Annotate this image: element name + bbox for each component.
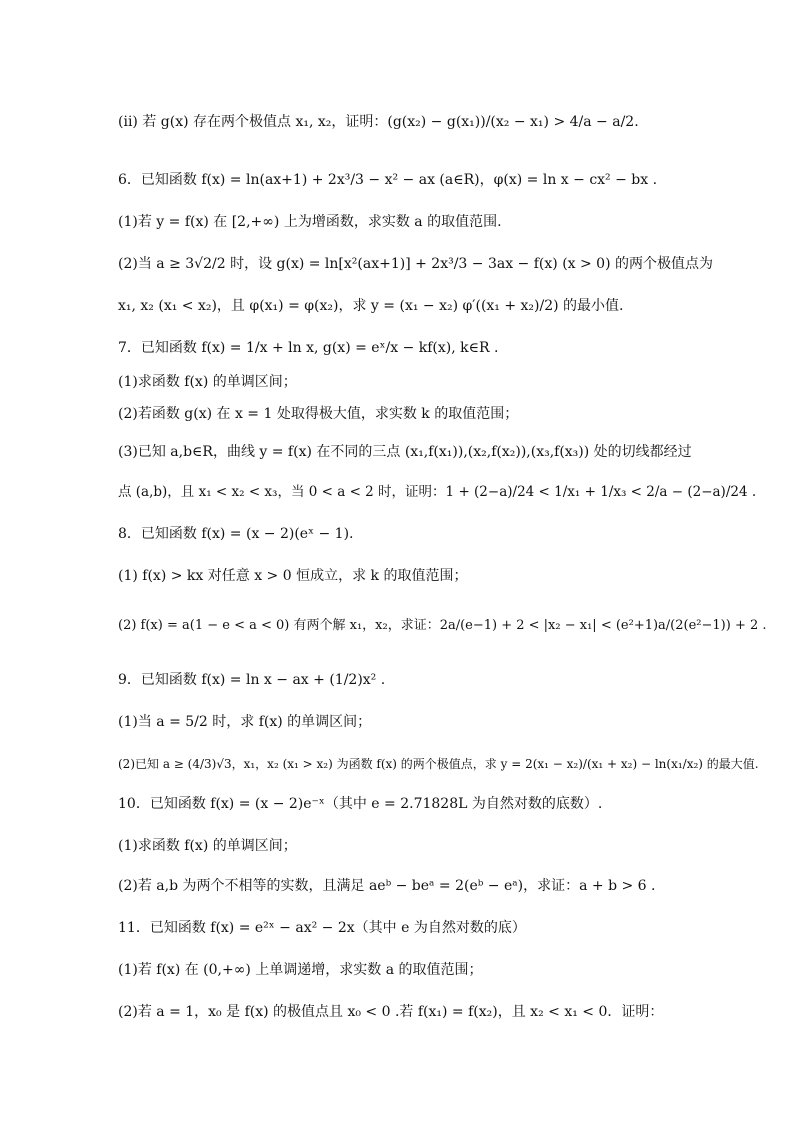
text-line: (1)当 a = 5/2 时，求 f(x) 的单调区间； — [118, 714, 372, 730]
text-line: (2)当 a ≥ 3√2/2 时，设 g(x) = ln[x²(ax+1)] + 2x³/3 − 3ax − f(x) (x > 0) 的两个极值点为 — [118, 256, 713, 272]
text-line: (1) f(x) > kx 对任意 x > 0 恒成立，求 k 的取值范围； — [118, 568, 468, 584]
text-line: (2)若函数 g(x) 在 x = 1 处取得极大值，求实数 k 的取值范围； — [118, 406, 519, 422]
problem-9-statement: 9．已知函数 f(x) = ln x − ax + (1/2)x² . — [118, 672, 386, 688]
text-line: 点 (a,b)，且 x₁ < x₂ < x₃，当 0 < a < 2 时，证明：1 + (2−a)/24 < 1/x₁ + 1/x₃ < 2/a − (2−a)/24 . — [118, 484, 757, 500]
text-line: (ⅱ) 若 g(x) 存在两个极值点 x₁, x₂，证明：(g(x₂) − g(x₁))/(x₂ − x₁) > 4/a − a/2. — [118, 114, 639, 130]
problem-8-statement: 8．已知函数 f(x) = (x − 2)(eˣ − 1). — [118, 526, 354, 542]
text-line: (3)已知 a,b∈R，曲线 y = f(x) 在不同的三点 (x₁,f(x₁)),(x₂,f(x₂)),(x₃,f(x₃)) 处的切线都经过 — [118, 444, 692, 460]
problem-11-statement: 11．已知函数 f(x) = e²ˣ − ax² − 2x（其中 e 为自然对数的底） — [118, 920, 526, 936]
text-line: (1)若 f(x) 在 (0,+∞) 上单调递增，求实数 a 的取值范围； — [118, 962, 483, 978]
text-line: (1)求函数 f(x) 的单调区间； — [118, 838, 297, 854]
problem-7-statement: 7．已知函数 f(x) = 1/x + ln x, g(x) = eˣ/x − kf(x), k∈R . — [118, 340, 499, 356]
text-line: (2) f(x) = a(1 − e < a < 0) 有两个解 x₁，x₂，求证：2a/(e−1) + 2 < |x₂ − x₁| < (e²+1)a/(2(e²−1)) + 2 . — [118, 618, 767, 633]
text-line: x₁, x₂ (x₁ < x₂)，且 φ(x₁) = φ(x₂)，求 y = (x₁ − x₂) φ′((x₁ + x₂)/2) 的最小值. — [118, 298, 624, 314]
text-line: (2)若 a = 1，x₀ 是 f(x) 的极值点且 x₀ < 0 .若 f(x₁) = f(x₂)，且 x₂ < x₁ < 0．证明： — [118, 1004, 664, 1020]
text-line: (1)若 y = f(x) 在 [2,+∞) 上为增函数，求实数 a 的取值范围. — [118, 214, 502, 230]
text-line: (1)求函数 f(x) 的单调区间； — [118, 374, 297, 390]
problem-6-statement: 6．已知函数 f(x) = ln(ax+1) + 2x³/3 − x² − ax (a∈R)，φ(x) = ln x − cx² − bx . — [118, 172, 658, 188]
text-line: (2)已知 a ≥ (4/3)√3，x₁，x₂ (x₁ > x₂) 为函数 f(x) 的两个极值点，求 y = 2(x₁ − x₂)/(x₁ + x₂) − ln(x₁/x₂) 的最大值. — [118, 757, 759, 771]
text-line: (2)若 a,b 为两个不相等的实数，且满足 aeᵇ − beᵃ = 2(eᵇ − eᵃ)，求证：a + b > 6 . — [118, 878, 656, 894]
problem-10-statement: 10．已知函数 f(x) = (x − 2)e⁻ˣ（其中 e = 2.71828L 为自然对数的底数）. — [118, 796, 603, 812]
